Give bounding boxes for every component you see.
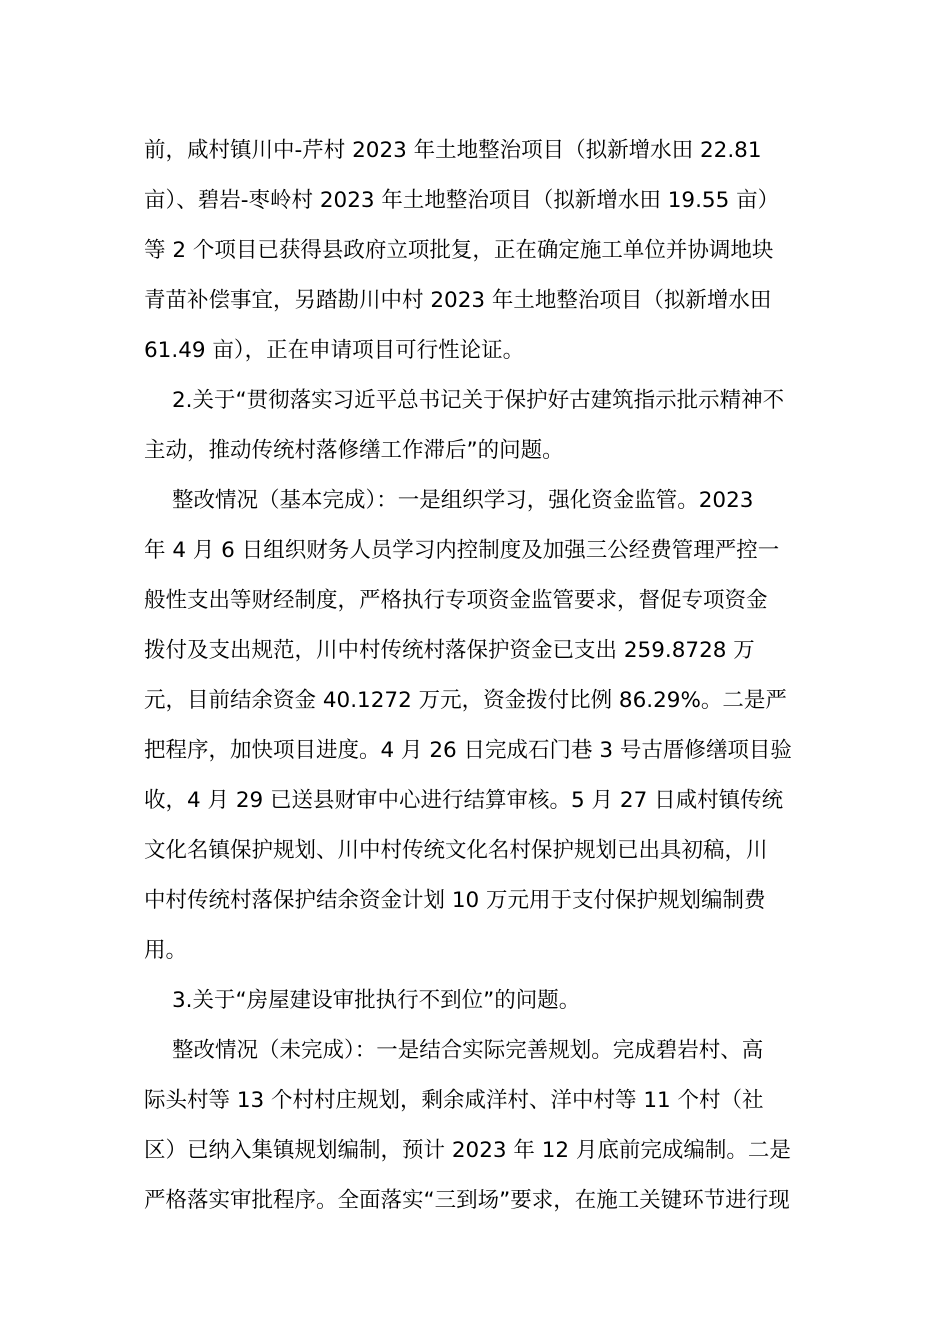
section-heading: 3.关于“房屋建设审批执行不到位”的问题。 xyxy=(172,988,581,1013)
text-line: 文化名镇保护规划、川中村传统文化名村保护规划已出具初稿，川 xyxy=(144,838,768,863)
text-line: 严格落实审批程序。全面落实“三到场”要求，在施工关键环节进行现 xyxy=(144,1188,790,1213)
section-heading: 主动，推动传统村落修缮工作滞后”的问题。 xyxy=(144,438,564,463)
text-line: 收，4 月 29 已送县财审中心进行结算审核。5 月 27 日咸村镇传统 xyxy=(144,788,784,813)
text-line: 元，目前结余资金 40.1272 万元，资金拨付比例 86.29%。二是严 xyxy=(144,688,787,713)
text-line: 前，咸村镇川中-芹村 2023 年土地整治项目（拟新增水田 22.81 xyxy=(144,138,762,163)
section-heading: 2.关于“贯彻落实习近平总书记关于保护好古建筑指示批示精神不 xyxy=(172,388,785,413)
text-line: 际头村等 13 个村村庄规划，剩余咸洋村、洋中村等 11 个村（社 xyxy=(144,1088,764,1113)
text-line: 整改情况（未完成）：一是结合实际完善规划。完成碧岩村、高 xyxy=(172,1038,764,1063)
text-line: 61.49 亩），正在申请项目可行性论证。 xyxy=(144,338,525,363)
text-line: 年 4 月 6 日组织财务人员学习内控制度及加强三公经费管理严控一 xyxy=(144,538,780,563)
text-line: 拨付及支出规范，川中村传统村落保护资金已支出 259.8728 万 xyxy=(144,638,755,663)
text-line: 亩）、碧岩-枣岭村 2023 年土地整治项目（拟新增水田 19.55 亩） xyxy=(144,188,780,213)
text-line: 整改情况（基本完成）：一是组织学习，强化资金监管。2023 xyxy=(172,488,754,513)
text-line: 区）已纳入集镇规划编制，预计 2023 年 12 月底前完成编制。二是 xyxy=(144,1138,791,1163)
text-line: 用。 xyxy=(144,938,188,963)
text-line: 般性支出等财经制度，严格执行专项资金监管要求，督促专项资金 xyxy=(144,588,768,613)
text-line: 青苗补偿事宜，另踏勘川中村 2023 年土地整治项目（拟新增水田 xyxy=(144,288,772,313)
text-line: 等 2 个项目已获得县政府立项批复，正在确定施工单位并协调地块 xyxy=(144,238,774,263)
text-line: 中村传统村落保护结余资金计划 10 万元用于支付保护规划编制费 xyxy=(144,888,766,913)
text-line: 把程序，加快项目进度。4 月 26 日完成石门巷 3 号古厝修缮项目验 xyxy=(144,738,792,763)
